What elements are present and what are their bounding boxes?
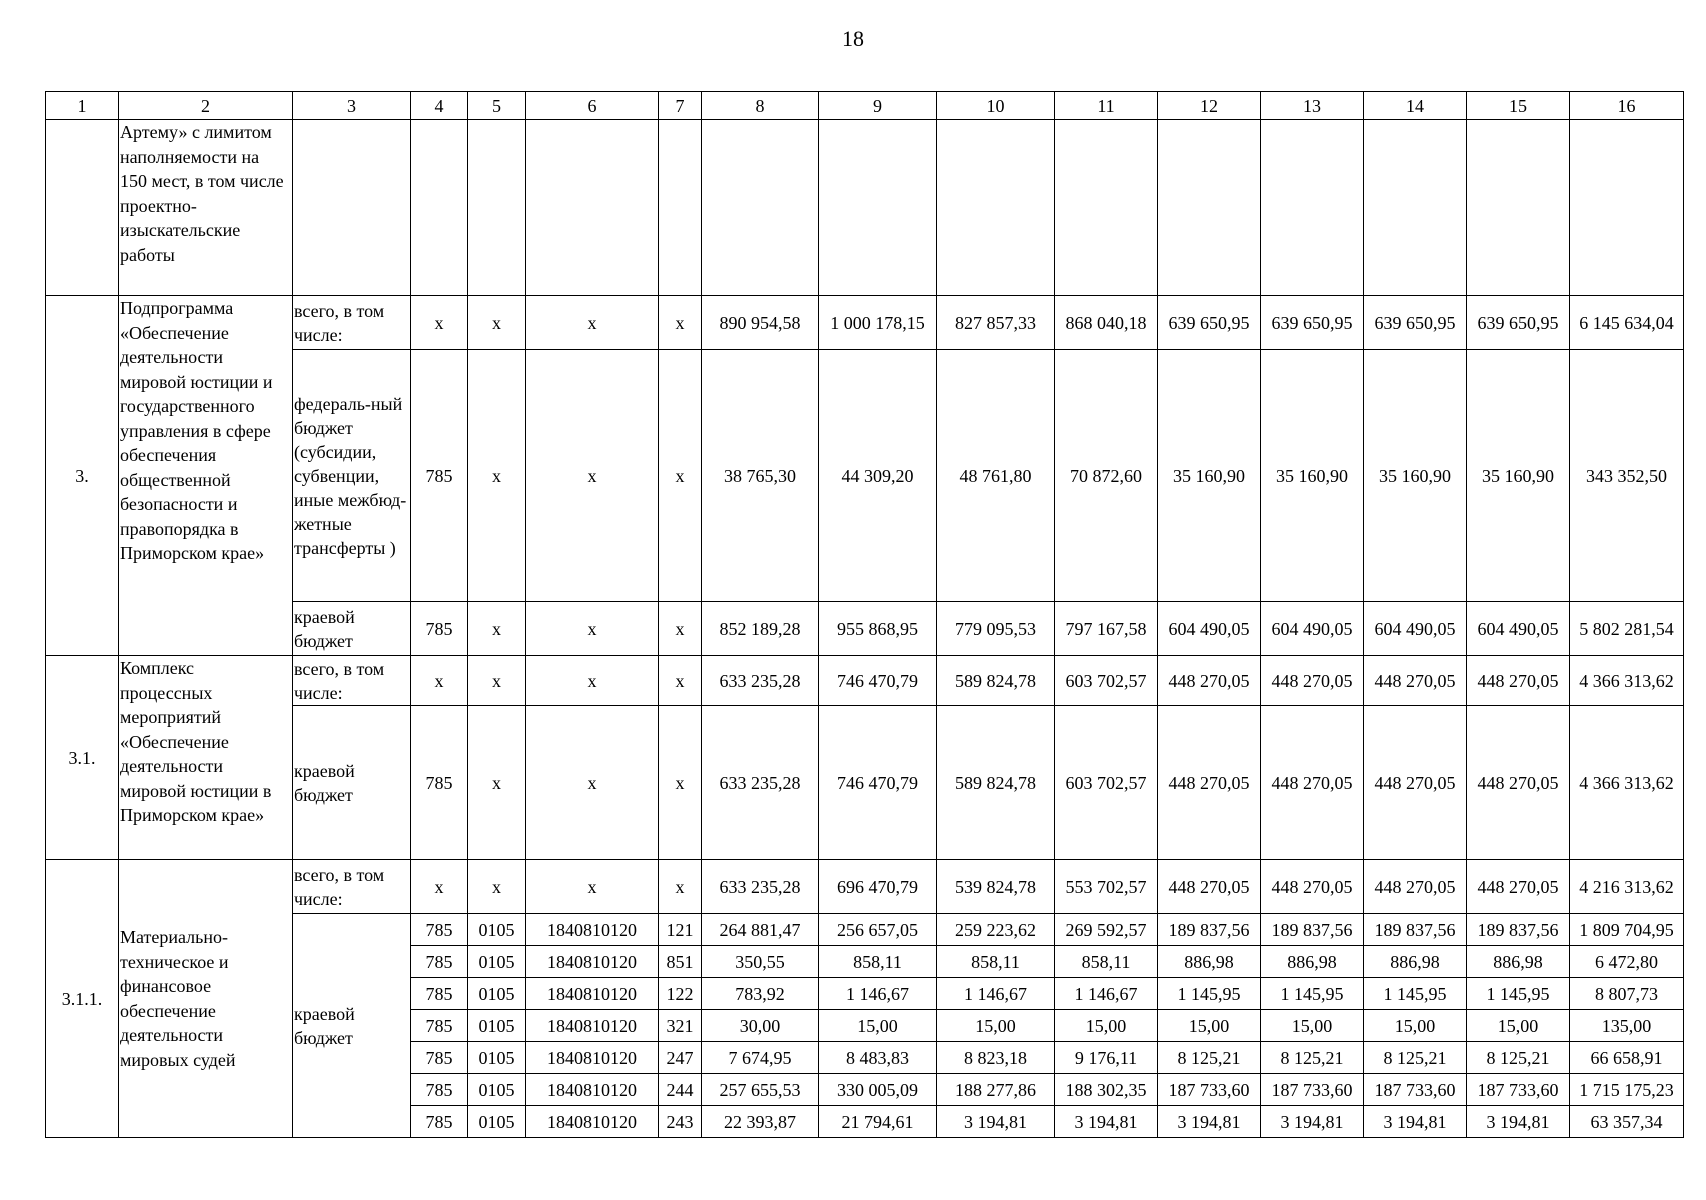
value-cell: 1 145,95 (1364, 978, 1467, 1010)
header-cell: 11 (1055, 92, 1158, 120)
funding-source-cell: всего, в том числе: (293, 296, 411, 350)
value-cell: 35 160,90 (1158, 350, 1261, 602)
value-cell: 1 145,95 (1158, 978, 1261, 1010)
code-cell: 0105 (468, 1042, 526, 1074)
item-name-cell: Материально-техническое и финансовое обеспечение деятельности мировых судей (119, 860, 293, 1138)
value-cell: 44 309,20 (819, 350, 937, 602)
value-cell: 15,00 (1158, 1010, 1261, 1042)
header-cell: 10 (937, 92, 1055, 120)
value-cell: 21 794,61 (819, 1106, 937, 1138)
code-cell: 785 (411, 1074, 468, 1106)
code-cell: 0105 (468, 978, 526, 1010)
code-cell: 1840810120 (526, 914, 659, 946)
code-cell: x (526, 706, 659, 860)
value-cell: 448 270,05 (1467, 860, 1570, 914)
code-cell: x (468, 706, 526, 860)
value-cell: 696 470,79 (819, 860, 937, 914)
code-cell: 247 (659, 1042, 702, 1074)
value-cell: 8 807,73 (1570, 978, 1684, 1010)
value-cell: 6 472,80 (1570, 946, 1684, 978)
value-cell: 188 277,86 (937, 1074, 1055, 1106)
value-cell: 35 160,90 (1467, 350, 1570, 602)
code-cell: 1840810120 (526, 1010, 659, 1042)
value-cell: 1 809 704,95 (1570, 914, 1684, 946)
code-cell: 785 (411, 350, 468, 602)
value-cell: 868 040,18 (1055, 296, 1158, 350)
value-cell: 955 868,95 (819, 602, 937, 656)
funding-source-cell: краевой бюджет (293, 914, 411, 1138)
code-cell: x (526, 296, 659, 350)
value-cell: 1 146,67 (1055, 978, 1158, 1010)
value-cell: 639 650,95 (1158, 296, 1261, 350)
table-row (46, 860, 1684, 914)
code-cell: x (526, 602, 659, 656)
header-cell: 16 (1570, 92, 1684, 120)
value-cell: 448 270,05 (1158, 860, 1261, 914)
funding-source-cell: федераль-ный бюджет (субсидии, субвенции, иные межбюд-жетные трансферты ) (293, 350, 411, 602)
value-cell: 330 005,09 (819, 1074, 937, 1106)
row-number-cell: 3.1.1. (46, 860, 119, 1138)
value-cell: 1 145,95 (1261, 978, 1364, 1010)
code-cell: 121 (659, 914, 702, 946)
value-cell: 4 366 313,62 (1570, 656, 1684, 706)
value-cell: 604 490,05 (1158, 602, 1261, 656)
value-cell: 797 167,58 (1055, 602, 1158, 656)
value-cell: 269 592,57 (1055, 914, 1158, 946)
value-cell: 1 000 178,15 (819, 296, 937, 350)
code-cell: 243 (659, 1106, 702, 1138)
value-cell: 188 302,35 (1055, 1074, 1158, 1106)
value-cell: 783,92 (702, 978, 819, 1010)
value-cell: 189 837,56 (1158, 914, 1261, 946)
value-cell: 15,00 (1364, 1010, 1467, 1042)
value-cell: 15,00 (937, 1010, 1055, 1042)
header-cell: 9 (819, 92, 937, 120)
value-cell: 633 235,28 (702, 706, 819, 860)
code-cell: 785 (411, 1106, 468, 1138)
value-cell: 8 483,83 (819, 1042, 937, 1074)
value-cell: 852 189,28 (702, 602, 819, 656)
value-cell: 189 837,56 (1467, 914, 1570, 946)
header-cell: 6 (526, 92, 659, 120)
header-cell: 5 (468, 92, 526, 120)
value-cell: 8 125,21 (1364, 1042, 1467, 1074)
value-cell: 15,00 (1467, 1010, 1570, 1042)
value-cell: 746 470,79 (819, 656, 937, 706)
value-cell: 633 235,28 (702, 656, 819, 706)
value-cell: 589 824,78 (937, 656, 1055, 706)
value-cell: 448 270,05 (1467, 656, 1570, 706)
header-cell: 12 (1158, 92, 1261, 120)
value-cell: 189 837,56 (1364, 914, 1467, 946)
table-row (46, 120, 1684, 296)
table-row (46, 296, 1684, 350)
code-cell: x (468, 350, 526, 602)
value-cell: 603 702,57 (1055, 706, 1158, 860)
value-cell: 1 145,95 (1467, 978, 1570, 1010)
value-cell: 8 125,21 (1158, 1042, 1261, 1074)
value-cell: 448 270,05 (1364, 860, 1467, 914)
value-cell: 890 954,58 (702, 296, 819, 350)
value-cell: 9 176,11 (1055, 1042, 1158, 1074)
row-number-cell: 3.1. (46, 656, 119, 860)
code-cell: x (468, 602, 526, 656)
header-cell: 8 (702, 92, 819, 120)
table-row (46, 656, 1684, 706)
header-row (46, 92, 1684, 120)
code-cell: x (526, 350, 659, 602)
value-cell: 604 490,05 (1261, 602, 1364, 656)
code-cell: 1840810120 (526, 946, 659, 978)
header-cell: 7 (659, 92, 702, 120)
code-cell: x (468, 296, 526, 350)
budget-table (45, 91, 1684, 1138)
value-cell: 448 270,05 (1158, 706, 1261, 860)
value-cell: 779 095,53 (937, 602, 1055, 656)
value-cell: 604 490,05 (1467, 602, 1570, 656)
code-cell: x (411, 296, 468, 350)
code-cell: x (659, 860, 702, 914)
value-cell: 604 490,05 (1364, 602, 1467, 656)
value-cell: 858,11 (819, 946, 937, 978)
value-cell: 187 733,60 (1158, 1074, 1261, 1106)
value-cell: 886,98 (1467, 946, 1570, 978)
value-cell: 8 823,18 (937, 1042, 1055, 1074)
value-cell: 38 765,30 (702, 350, 819, 602)
code-cell: 785 (411, 946, 468, 978)
code-cell: 1840810120 (526, 1042, 659, 1074)
value-cell: 187 733,60 (1467, 1074, 1570, 1106)
value-cell: 448 270,05 (1364, 656, 1467, 706)
value-cell: 639 650,95 (1261, 296, 1364, 350)
value-cell: 448 270,05 (1261, 656, 1364, 706)
value-cell: 827 857,33 (937, 296, 1055, 350)
header-cell: 14 (1364, 92, 1467, 120)
value-cell: 4 216 313,62 (1570, 860, 1684, 914)
value-cell: 343 352,50 (1570, 350, 1684, 602)
value-cell: 189 837,56 (1261, 914, 1364, 946)
value-cell: 3 194,81 (1261, 1106, 1364, 1138)
value-cell: 187 733,60 (1364, 1074, 1467, 1106)
code-cell: 785 (411, 1042, 468, 1074)
page-number: 18 (842, 26, 864, 51)
value-cell: 264 881,47 (702, 914, 819, 946)
item-name-cell: Подпрограмма «Обеспечение деятельности мировой юстиции и государственного управления в сфере обеспечения общественной безопасности и правопорядка в Приморском крае» (119, 296, 293, 656)
value-cell: 70 872,60 (1055, 350, 1158, 602)
funding-source-cell: всего, в том числе: (293, 656, 411, 706)
code-cell: x (526, 656, 659, 706)
code-cell: 244 (659, 1074, 702, 1106)
code-cell: x (659, 350, 702, 602)
value-cell: 15,00 (1055, 1010, 1158, 1042)
code-cell: 785 (411, 978, 468, 1010)
header-cell: 2 (119, 92, 293, 120)
code-cell: 851 (659, 946, 702, 978)
code-cell: 785 (411, 1010, 468, 1042)
value-cell: 63 357,34 (1570, 1106, 1684, 1138)
value-cell: 589 824,78 (937, 706, 1055, 860)
code-cell: 785 (411, 706, 468, 860)
value-cell: 259 223,62 (937, 914, 1055, 946)
code-cell: 785 (411, 914, 468, 946)
code-cell: 0105 (468, 946, 526, 978)
funding-source-cell: краевой бюджет (293, 602, 411, 656)
value-cell: 1 715 175,23 (1570, 1074, 1684, 1106)
value-cell: 66 658,91 (1570, 1042, 1684, 1074)
value-cell: 858,11 (937, 946, 1055, 978)
row-number-cell (46, 120, 119, 296)
value-cell: 3 194,81 (1158, 1106, 1261, 1138)
value-cell: 639 650,95 (1364, 296, 1467, 350)
value-cell: 3 194,81 (1364, 1106, 1467, 1138)
code-cell: 1840810120 (526, 1106, 659, 1138)
value-cell: 4 366 313,62 (1570, 706, 1684, 860)
value-cell: 448 270,05 (1158, 656, 1261, 706)
value-cell: 8 125,21 (1261, 1042, 1364, 1074)
value-cell: 1 146,67 (937, 978, 1055, 1010)
header-cell: 3 (293, 92, 411, 120)
value-cell: 6 145 634,04 (1570, 296, 1684, 350)
value-cell: 448 270,05 (1261, 706, 1364, 860)
code-cell: x (526, 860, 659, 914)
code-cell: x (659, 602, 702, 656)
code-cell: 785 (411, 602, 468, 656)
value-cell: 1 146,67 (819, 978, 937, 1010)
value-cell: 30,00 (702, 1010, 819, 1042)
value-cell: 3 194,81 (937, 1106, 1055, 1138)
code-cell: x (411, 860, 468, 914)
value-cell: 15,00 (819, 1010, 937, 1042)
header-cell: 13 (1261, 92, 1364, 120)
value-cell: 15,00 (1261, 1010, 1364, 1042)
code-cell: 0105 (468, 1010, 526, 1042)
value-cell: 35 160,90 (1261, 350, 1364, 602)
value-cell: 5 802 281,54 (1570, 602, 1684, 656)
code-cell: 1840810120 (526, 1074, 659, 1106)
item-name-cell: Артему» с лимитом наполняемости на 150 мест, в том числе проектно-изыскательские работы (119, 120, 293, 296)
value-cell: 448 270,05 (1467, 706, 1570, 860)
header-cell: 1 (46, 92, 119, 120)
value-cell: 886,98 (1261, 946, 1364, 978)
value-cell: 7 674,95 (702, 1042, 819, 1074)
code-cell: 122 (659, 978, 702, 1010)
row-number-cell: 3. (46, 296, 119, 656)
code-cell: x (468, 860, 526, 914)
value-cell: 886,98 (1158, 946, 1261, 978)
funding-source-cell: всего, в том числе: (293, 860, 411, 914)
value-cell: 3 194,81 (1055, 1106, 1158, 1138)
value-cell: 256 657,05 (819, 914, 937, 946)
funding-source-cell: краевой бюджет (293, 706, 411, 860)
code-cell: 0105 (468, 914, 526, 946)
code-cell: 0105 (468, 1106, 526, 1138)
value-cell: 633 235,28 (702, 860, 819, 914)
value-cell: 639 650,95 (1467, 296, 1570, 350)
value-cell: 135,00 (1570, 1010, 1684, 1042)
value-cell: 22 393,87 (702, 1106, 819, 1138)
header-cell: 4 (411, 92, 468, 120)
value-cell: 603 702,57 (1055, 656, 1158, 706)
code-cell: x (659, 296, 702, 350)
code-cell: x (659, 656, 702, 706)
value-cell: 539 824,78 (937, 860, 1055, 914)
code-cell: 0105 (468, 1074, 526, 1106)
code-cell: x (411, 656, 468, 706)
value-cell: 187 733,60 (1261, 1074, 1364, 1106)
value-cell: 350,55 (702, 946, 819, 978)
value-cell: 48 761,80 (937, 350, 1055, 602)
value-cell: 553 702,57 (1055, 860, 1158, 914)
header-cell: 15 (1467, 92, 1570, 120)
code-cell: 1840810120 (526, 978, 659, 1010)
value-cell: 746 470,79 (819, 706, 937, 860)
value-cell: 257 655,53 (702, 1074, 819, 1106)
value-cell: 858,11 (1055, 946, 1158, 978)
code-cell: x (659, 706, 702, 860)
value-cell: 35 160,90 (1364, 350, 1467, 602)
value-cell: 8 125,21 (1467, 1042, 1570, 1074)
code-cell: 321 (659, 1010, 702, 1042)
value-cell: 448 270,05 (1261, 860, 1364, 914)
code-cell: x (468, 656, 526, 706)
value-cell: 886,98 (1364, 946, 1467, 978)
value-cell: 3 194,81 (1467, 1106, 1570, 1138)
item-name-cell: Комплекс процессных мероприятий «Обеспечение деятельности мировой юстиции в Приморском крае» (119, 656, 293, 860)
value-cell: 448 270,05 (1364, 706, 1467, 860)
